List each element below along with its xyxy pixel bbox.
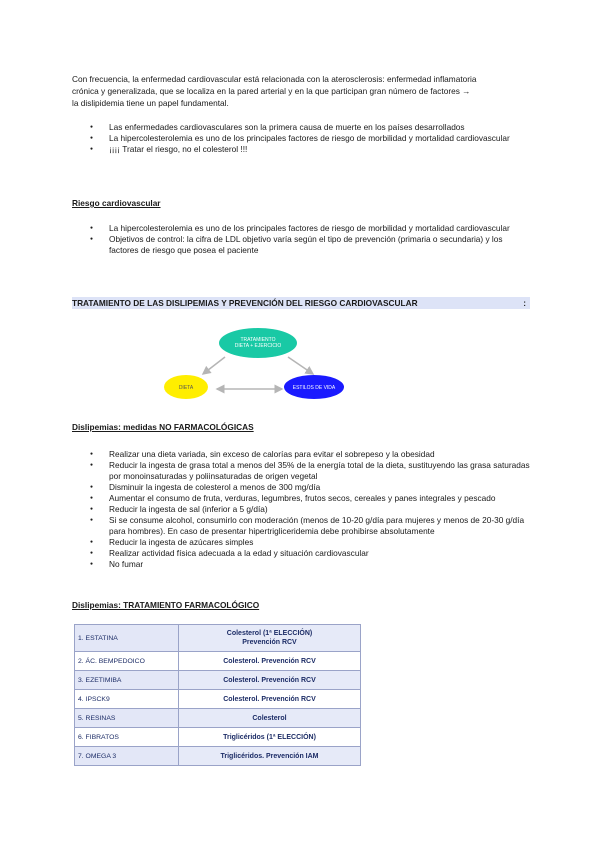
table-row [75,747,361,766]
tratamiento-label-2: DIETA + EJERCICIO [234,343,282,349]
list-item: ● Aumentar el consumo de fruta, verduras, legumbres, frutos secos, cereales y panes integrales y pescado [72,493,532,504]
table-row [75,728,361,747]
effect-cell: Colesterol. Prevención RCV [179,690,361,709]
list-item: ● ¡¡¡¡ Tratar el riesgo, no el colesterol !!! [72,144,532,155]
drug-cell: 3. EZETIMIBA [75,671,179,690]
list-item: ● Si se consume alcohol, consumirlo con moderación (menos de 10-20 g/día para mujeres y menos de 20-30 g/día para hombres). En caso de presentar hipertrigliceridemia debe prohibirse absolutamente [72,515,532,537]
effect-cell: Colesterol. Prevención RCV [179,671,361,690]
list-item: ● La hipercolesterolemia es uno de los principales factores de riesgo de morbilidad y mortalidad cardiovascular [72,133,532,144]
effect-cell: Triglicéridos (1ª ELECCIÓN) [179,728,361,747]
tratamiento-title: TRATAMIENTO DE LAS DISLIPEMIAS Y PREVENCIÓN DEL RIESGO CARDIOVASCULAR [72,298,418,308]
drug-cell: 2. ÁC. BEMPEDOICO [75,652,179,671]
intro-bullet-list [72,122,532,155]
effect-cell [179,625,361,652]
effect-text: Prevención RCV [242,639,297,646]
list-item: ● Reducir la ingesta de grasa total a menos del 35% de la energía total de la dieta, sustituyendo las grasa saturadas por monoinsaturadas y poliinsaturadas de origen vegetal [72,460,532,482]
tratamiento-title-bar [72,297,530,309]
list-item: ● Realizar actividad física adecuada a la edad y situación cardiovascular [72,548,532,559]
list-item: ● Objetivos de control: la cifra de LDL objetivo varía según el tipo de prevención (primaria o secundaria) y los factores de riesgo que posea el paciente [72,234,532,256]
no-farma-bullet-list [72,449,532,570]
riesgo-bullet-list [72,223,532,256]
table-row [75,671,361,690]
list-item: ● Reducir la ingesta de sal (inferior a 5 g/día) [72,504,532,515]
arrow-top-left [203,357,225,374]
drug-cell: 4. IPSCK9 [75,690,179,709]
drug-cell: 5. RESINAS [75,709,179,728]
list-item: ● Disminuir la ingesta de colesterol a menos de 300 mg/día [72,482,532,493]
treatment-table [74,624,361,766]
list-item: ● La hipercolesterolemia es uno de los principales factores de riesgo de morbilidad y mortalidad cardiovascular [72,223,532,234]
farma-heading: Dislipemias: TRATAMIENTO FARMACOLÓGICO [72,600,260,610]
dieta-label: DIETA [178,385,194,391]
list-item: ● Las enfermedades cardiovasculares son la primera causa de muerte en los países desarrollados [72,122,532,133]
list-item: ● Realizar una dieta variada, sin exceso de calorías para evitar el sobrepeso y la obesidad [72,449,532,460]
effect-cell: Colesterol. Prevención RCV [179,652,361,671]
list-item: ● Reducir la ingesta de azúcares simples [72,537,532,548]
intro-line: la dislipidemia tiene un papel fundamental. [72,98,229,108]
list-item: ● No fumar [72,559,532,570]
treatment-diagram [160,326,360,406]
drug-cell: 6. FIBRATOS [75,728,179,747]
table-row [75,625,361,652]
effect-cell: Triglicéridos. Prevención IAM [179,747,361,766]
arrow-top-right [288,357,313,374]
table-row [75,690,361,709]
intro-paragraph [72,73,527,109]
tratamiento-label-1: TRATAMIENTO [240,337,276,343]
estilos-label: ESTILOS DE VIDA [292,385,336,391]
table-row [75,709,361,728]
treatment-diagram-svg [160,326,360,406]
intro-line: crónica y generalizada, que se localiza en la pared arterial y en la que participan gran número de factores → [72,86,471,96]
drug-cell: 1. ESTATINA [75,625,179,652]
intro-line: Con frecuencia, la enfermedad cardiovascular está relacionada con la aterosclerosis: enfermedad inflamatoria [72,74,477,84]
effect-cell: Colesterol [179,709,361,728]
effect-text: Colesterol (1ª ELECCIÓN) [226,630,313,637]
table-row [75,652,361,671]
drug-cell: 7. OMEGA 3 [75,747,179,766]
no-farma-heading: Dislipemias: medidas NO FARMACOLÓGICAS [72,422,254,432]
riesgo-heading: Riesgo cardiovascular [72,198,161,208]
tratamiento-colon: : [523,298,526,308]
